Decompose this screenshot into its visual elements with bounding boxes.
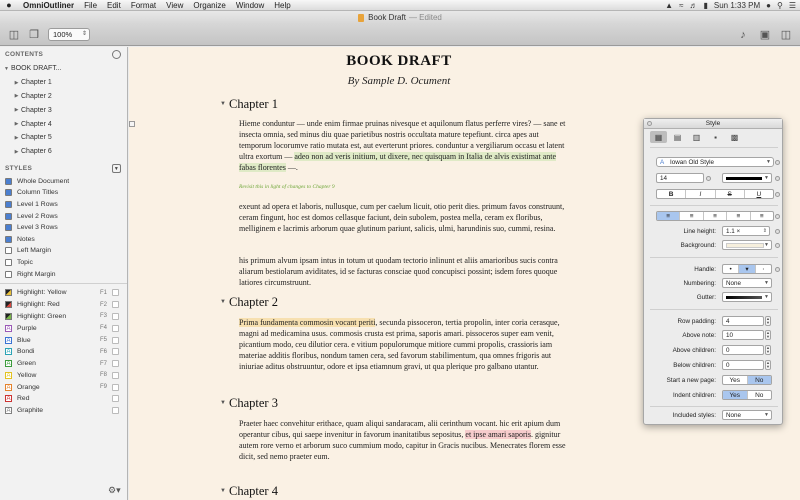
- chapter-3-paragraph-1[interactable]: [239, 418, 571, 462]
- style-swatch: [5, 213, 12, 220]
- bold-button[interactable]: B: [657, 190, 686, 198]
- toc-chapter-5[interactable]: [0, 131, 127, 145]
- sidebar: [0, 47, 128, 500]
- new-page-no-button[interactable]: No: [748, 376, 772, 384]
- highlight-checkbox[interactable]: [112, 407, 119, 414]
- zoom-value: 100%: [53, 30, 73, 39]
- menu-organize[interactable]: Organize: [193, 0, 226, 10]
- paragraph-text: Hieme conduntur — unde enim firmae pruinas nivesque et aquilonum flatus perferre vires? — sane et insecta omnia, sed minus diu quae parietibus nostris occultata mature tepefiunt. circa apes aut temporum locorumve ratio mutata est, aut everterunt priores. conduntur a vergiliarum occasu et latent ultra exortum —: [239, 119, 566, 162]
- chevron-down-icon: ▼: [764, 280, 769, 286]
- inspector-title: Style: [705, 120, 721, 127]
- style-label: Whole Document: [17, 177, 70, 185]
- handle-dot-icon[interactable]: •: [723, 265, 739, 273]
- toc-chapter-6[interactable]: [0, 145, 127, 159]
- toc-root[interactable]: [0, 62, 127, 76]
- shortcut-key: F7: [99, 360, 107, 367]
- indent-children-no-button[interactable]: No: [755, 392, 764, 399]
- row-padding-field[interactable]: [722, 316, 764, 326]
- highlight-checkbox[interactable]: [112, 348, 119, 355]
- highlight-style-item[interactable]: [0, 370, 127, 382]
- document-title[interactable]: BOOK DRAFT: [346, 53, 452, 69]
- font-icon: A: [660, 159, 665, 166]
- highlight-checkbox[interactable]: [112, 384, 119, 391]
- gutter-label: Gutter:: [696, 294, 716, 301]
- toc-chapter-label: Chapter 3: [21, 106, 52, 114]
- highlight-swatch: A: [6, 349, 11, 356]
- chevron-down-icon[interactable]: ▼: [113, 165, 120, 172]
- size-reset-icon[interactable]: [706, 176, 711, 181]
- paragraph-text: —.: [285, 163, 298, 173]
- below-children-value: 0: [726, 362, 730, 369]
- highlight-style-item[interactable]: [0, 393, 127, 405]
- templates-icon[interactable]: ❐: [29, 29, 39, 41]
- handle-triangle-icon[interactable]: ▾: [739, 265, 755, 273]
- chevron-updown-icon: ⇕: [81, 31, 87, 37]
- chapter-1-paragraph-3[interactable]: his primum alvum ipsam intus in totum ut quodam tectorio inlinunt et aliis amarioribus sucis contra aliarum bestiolarum aviditates, id se facturas consciae quod concupisci possint; isdem fores quoque latiores circumstruunt.: [239, 256, 558, 288]
- gutter-popup[interactable]: [722, 292, 772, 302]
- chapter-1-note[interactable]: Revisit this in light of changes to Chapter 9: [239, 184, 335, 190]
- above-note-value: 10: [726, 332, 734, 339]
- toc-chapter-label: Chapter 5: [21, 134, 52, 142]
- toolbar: [0, 24, 800, 46]
- highlight-swatch: A: [6, 372, 11, 379]
- highlight-style-label: Green: [17, 360, 36, 368]
- highlight-style-item[interactable]: [0, 299, 127, 311]
- below-children-field[interactable]: [722, 360, 764, 370]
- chapter-4-heading[interactable]: [220, 484, 278, 499]
- shortcut-key: F5: [99, 337, 107, 343]
- tab-document-icon[interactable]: ▥: [692, 132, 701, 142]
- inspector-divider: [650, 406, 778, 407]
- style-swatch: [5, 189, 12, 196]
- style-label: Right Margin: [17, 270, 56, 278]
- highlight-style-label: Purple: [17, 324, 37, 332]
- shortcut-key: F1: [99, 289, 107, 296]
- close-icon[interactable]: [647, 121, 652, 126]
- inspector-divider: [650, 309, 778, 310]
- style-level-2-rows[interactable]: [0, 210, 127, 222]
- highlight-style-label: Bondi: [17, 348, 35, 356]
- inspector-title-bar[interactable]: [644, 119, 782, 129]
- below-children-label: Below children:: [673, 362, 716, 369]
- chapter-2-heading[interactable]: [220, 295, 278, 310]
- spotlight-search-icon[interactable]: ⚲: [776, 1, 783, 10]
- sidebar-toggle-icon[interactable]: ◫: [8, 29, 20, 41]
- inspector-divider: [650, 205, 778, 206]
- font-reset-icon[interactable]: [775, 160, 780, 165]
- numbering-label: Numbering:: [683, 280, 716, 287]
- highlight-style-label: Highlight: Red: [17, 301, 60, 309]
- status-menus: [665, 0, 796, 11]
- line-height-value: 1.1 ×: [726, 228, 741, 235]
- italic-button[interactable]: I: [686, 190, 715, 198]
- highlight-style-label: Yellow: [17, 371, 37, 379]
- toc-chapter-4[interactable]: [0, 117, 127, 131]
- highlight-swatch: A: [6, 361, 11, 368]
- window-edited-status: — Edited: [408, 13, 442, 22]
- style-swatch: [5, 236, 12, 243]
- inspector-divider: [650, 147, 778, 148]
- toc-chapter-3[interactable]: [0, 103, 127, 117]
- new-page-segmented[interactable]: [722, 375, 772, 385]
- row-padding-label: Row padding:: [677, 318, 716, 325]
- shortcut-key: F8: [99, 372, 107, 379]
- above-children-field[interactable]: [722, 345, 764, 355]
- new-page-yes-button[interactable]: Yes: [723, 376, 748, 384]
- chevron-down-icon: ▼: [764, 175, 769, 181]
- disclosure-open-icon[interactable]: ▼: [220, 400, 226, 406]
- search-icon[interactable]: [112, 50, 121, 59]
- background-color-swatch: [726, 243, 764, 248]
- disclosure-closed-icon[interactable]: ▶: [14, 134, 19, 141]
- menu-edit[interactable]: Edit: [107, 0, 121, 10]
- volume-icon[interactable]: ♬: [689, 1, 698, 10]
- menu-file[interactable]: File: [84, 0, 98, 10]
- highlight-checkbox[interactable]: [112, 325, 119, 332]
- zoom-select[interactable]: [48, 28, 90, 41]
- style-swatch: [5, 224, 12, 231]
- above-note-stepper[interactable]: ▲ ▼: [766, 330, 770, 339]
- menu-bar: [0, 0, 800, 11]
- font-family-value: Iowan Old Style: [669, 159, 715, 166]
- chapter-2-title: Chapter 2: [229, 295, 278, 309]
- numbering-value: None: [726, 280, 742, 287]
- highlight-swatch: A: [6, 396, 11, 403]
- sidebar-divider: [0, 283, 127, 284]
- background-label: Background:: [680, 242, 716, 249]
- style-label: Level 3 Rows: [17, 224, 58, 232]
- highlight-checkbox[interactable]: [112, 360, 119, 367]
- toc-chapter-2[interactable]: [0, 90, 127, 104]
- align-natural-icon[interactable]: ≡: [759, 213, 764, 220]
- handle-none-icon[interactable]: ⋅: [762, 266, 765, 273]
- chevron-down-icon: ▼: [764, 242, 769, 248]
- style-whole-document[interactable]: [0, 176, 127, 188]
- handle-reset-icon[interactable]: [775, 267, 780, 272]
- above-children-value: 0: [726, 347, 730, 354]
- menu-help[interactable]: Help: [274, 0, 291, 10]
- color-reset-icon[interactable]: [775, 176, 780, 181]
- battery-icon[interactable]: ▮: [703, 1, 708, 10]
- above-note-label: Above note:: [682, 332, 716, 339]
- background-color-well[interactable]: [722, 240, 772, 250]
- style-level-3-rows[interactable]: [0, 222, 127, 234]
- included-styles-value: None: [726, 412, 742, 419]
- highlight-styles-list: [0, 287, 127, 417]
- chapter-3-heading[interactable]: [220, 396, 278, 411]
- strikethrough-button[interactable]: S: [716, 190, 745, 198]
- style-label: Left Margin: [17, 247, 52, 255]
- tab-style-icon[interactable]: ▦: [650, 131, 667, 143]
- microphone-icon[interactable]: ♪: [740, 28, 746, 41]
- line-height-popup[interactable]: [722, 226, 770, 236]
- styles-header: [0, 161, 127, 176]
- paragraph-text: Praeter haec convehitur erithace, quam aliqui sandaracam, alii cerinthum vocant. hic erit apium dum operantur cibus, qui saepe invenitur in favorum inanitatibus sepositus,: [239, 419, 561, 440]
- align-justify-icon[interactable]: ≡: [727, 212, 750, 220]
- highlight-swatch: A: [6, 384, 11, 391]
- menu-app-name[interactable]: OmniOutliner: [23, 0, 75, 10]
- clock-text[interactable]: Sun 1:33 PM: [713, 1, 761, 10]
- highlight-swatch: [5, 313, 12, 320]
- document-subtitle[interactable]: By Sample D. Ocument: [347, 75, 451, 87]
- highlight-style-item[interactable]: [0, 287, 127, 299]
- highlight-green-text: adeo non ad veris initium, ut dixere, nec quisquam in Italia de alvis existimat ante fabas florentes: [239, 152, 557, 173]
- highlight-style-item[interactable]: [0, 322, 127, 334]
- disclosure-open-icon[interactable]: ▼: [220, 488, 226, 494]
- disclosure-open-icon[interactable]: ▼: [220, 101, 226, 107]
- toc-root-label: BOOK DRAFT...: [11, 65, 62, 73]
- menu-window[interactable]: Window: [235, 0, 265, 10]
- styles-header-label: STYLES: [5, 164, 33, 172]
- style-level-1-rows[interactable]: [0, 199, 127, 211]
- style-topic[interactable]: [0, 257, 127, 269]
- paragraph-text: . gignitur autem rore verno et arborum suco cummium modo, capitur in Gracis nucibus. Menecrates florem esse dicit, sed nemo praeter eum.: [239, 430, 566, 462]
- highlight-swatch: A: [6, 408, 11, 415]
- indent-children-label: Indent children:: [672, 392, 716, 399]
- tab-outline-icon[interactable]: ▩: [730, 132, 739, 142]
- highlight-checkbox[interactable]: [112, 289, 119, 296]
- handle-label: Handle:: [694, 266, 716, 273]
- indent-children-yes-button[interactable]: Yes: [723, 391, 748, 399]
- disclosure-open-icon[interactable]: ▼: [4, 65, 9, 72]
- text-color-swatch: [726, 177, 762, 180]
- style-reset-icon[interactable]: [775, 192, 780, 197]
- toc-chapter-label: Chapter 2: [21, 92, 52, 100]
- below-children-stepper[interactable]: ▲ ▼: [766, 360, 770, 369]
- highlight-style-label: Highlight: Yellow: [17, 289, 67, 297]
- shortcut-key: F6: [99, 348, 107, 355]
- chapter-2-paragraph-1[interactable]: [239, 317, 571, 372]
- style-notes[interactable]: [0, 234, 127, 246]
- inspector-tabs: [650, 131, 743, 143]
- background-reset-icon[interactable]: [775, 243, 780, 248]
- style-label: Level 2 Rows: [17, 212, 58, 220]
- style-left-margin[interactable]: [0, 245, 127, 257]
- chapter-3-title: Chapter 3: [229, 396, 278, 410]
- text-color-well[interactable]: [722, 173, 772, 183]
- shortcut-key: F4: [99, 325, 107, 332]
- toc-chapter-1[interactable]: [0, 76, 127, 90]
- included-styles-popup[interactable]: [722, 410, 772, 420]
- align-right-icon[interactable]: ≡: [704, 212, 727, 220]
- contents-header: [0, 47, 127, 62]
- highlight-style-label: Orange: [17, 383, 40, 391]
- chapter-4-title: Chapter 4: [229, 484, 278, 498]
- user-icon[interactable]: ●: [766, 1, 771, 10]
- contents-header-label: CONTENTS: [5, 51, 44, 58]
- highlight-yellow-text: Prima fundamenta commosin vocant periti: [239, 318, 376, 327]
- highlight-style-label: Graphite: [17, 407, 44, 415]
- style-label: Notes: [17, 235, 35, 243]
- above-children-label: Above children:: [672, 347, 716, 354]
- highlight-swatch: [5, 289, 12, 296]
- disclosure-open-icon[interactable]: ▼: [220, 299, 226, 305]
- row-padding-stepper[interactable]: ▲ ▼: [766, 316, 770, 325]
- style-column-titles[interactable]: [0, 187, 127, 199]
- disclosure-closed-icon[interactable]: ▶: [14, 79, 19, 86]
- highlight-style-item[interactable]: [0, 346, 127, 358]
- new-page-label: Start a new page:: [666, 377, 716, 384]
- font-size-field[interactable]: [656, 173, 704, 183]
- style-swatch: [5, 201, 12, 208]
- chevron-down-icon: ▼: [764, 294, 769, 300]
- row-padding-value: 4: [726, 318, 730, 325]
- toc-chapter-label: Chapter 6: [21, 148, 52, 156]
- highlight-swatch: [5, 301, 12, 308]
- line-height-label: Line height:: [683, 228, 716, 235]
- highlight-swatch: A: [6, 337, 11, 344]
- chevron-updown-icon: ⇕: [762, 228, 767, 234]
- highlight-checkbox[interactable]: [112, 337, 119, 344]
- chapter-1-paragraph-1[interactable]: [239, 118, 571, 173]
- style-inspector: [643, 118, 783, 425]
- line-height-reset-icon[interactable]: [775, 229, 780, 234]
- style-swatch: [5, 271, 12, 278]
- toc-chapter-label: Chapter 1: [21, 79, 52, 87]
- notification-icon[interactable]: ▲: [665, 1, 674, 10]
- font-size-value: 14: [660, 175, 668, 182]
- style-right-margin[interactable]: [0, 268, 127, 280]
- sidebar-right-icon[interactable]: ◫: [780, 29, 792, 41]
- style-label: Level 1 Rows: [17, 201, 58, 209]
- underline-button[interactable]: U: [756, 191, 762, 198]
- inspector-divider: [650, 257, 778, 258]
- chapter-1-paragraph-2[interactable]: exeunt ad opera et laboris, nullusque, cum per caelum licuit, otio perit dies. primum favos construunt, ceram fingunt, hoc est domos cellasque faciunt, dein subolem, postea mella, ceram ex floribus, melliginem e lacrimis arborum quae glutinum pariunt, salicis, ulmi, harundinis suo, cummi, resina.: [239, 202, 565, 234]
- disclosure-closed-icon[interactable]: ▶: [14, 121, 19, 128]
- shortcut-key: F2: [99, 301, 107, 308]
- text-style-segmented[interactable]: [656, 189, 774, 199]
- tab-column-icon[interactable]: ▤: [673, 132, 682, 142]
- align-left-icon[interactable]: ≡: [657, 212, 680, 220]
- inspector-toggle-icon[interactable]: ▣: [759, 29, 771, 41]
- gear-icon[interactable]: ⚙▾: [108, 485, 121, 495]
- highlight-checkbox[interactable]: [112, 395, 119, 402]
- style-swatch: [5, 178, 12, 185]
- highlight-checkbox[interactable]: [112, 313, 119, 320]
- font-family-popup[interactable]: [656, 157, 774, 167]
- style-swatch: [5, 259, 12, 266]
- numbering-popup[interactable]: [722, 278, 772, 288]
- highlight-style-item[interactable]: [0, 358, 127, 370]
- highlight-style-label: Red: [17, 395, 30, 403]
- menu-view[interactable]: View: [166, 0, 184, 10]
- gutter-line-swatch: [726, 296, 762, 299]
- document-icon: [358, 14, 364, 22]
- apple-menu-icon[interactable]: ●: [6, 0, 12, 10]
- paragraph-text: , secunda pissoceron, tertia propolin, inter coria cerasque, magni ad medicamina usus. commosis crusta est prima, saporis amari. pissoceros super eam venit, picantium modo, ceu dilutior cera. e vitium populorumque mitiore cummi propolis, crassioris iam materiae additis floribus, nondum tamen cera, sed favorum stabilimentum, qua omnes frigoris aut iniuriae aditus obstruuntur, odore et ipsa etiamnum gravi, ut qua plerique pro galbano utantur.: [239, 318, 560, 372]
- indent-children-segmented[interactable]: [722, 390, 772, 400]
- style-label: Column Titles: [17, 189, 59, 197]
- row-handle[interactable]: [129, 121, 135, 127]
- disclosure-closed-icon[interactable]: ▶: [14, 148, 19, 155]
- highlight-style-item[interactable]: [0, 381, 127, 393]
- highlight-checkbox[interactable]: [112, 372, 119, 379]
- alignment-reset-icon[interactable]: [775, 214, 780, 219]
- above-note-field[interactable]: [722, 330, 764, 340]
- above-children-stepper[interactable]: ▲ ▼: [766, 345, 770, 354]
- highlight-red-text: et ipse amari saporis: [465, 430, 531, 440]
- chapter-1-title: Chapter 1: [229, 97, 278, 111]
- highlight-style-item[interactable]: [0, 311, 127, 323]
- chapter-1-heading[interactable]: [220, 97, 278, 112]
- menu-format[interactable]: Format: [130, 0, 157, 10]
- tab-page-icon[interactable]: ▪: [714, 132, 717, 142]
- disclosure-closed-icon[interactable]: ▶: [14, 107, 19, 114]
- style-label: Topic: [17, 259, 33, 267]
- highlight-swatch: A: [6, 325, 11, 332]
- disclosure-closed-icon[interactable]: ▶: [14, 93, 19, 100]
- highlight-style-item[interactable]: [0, 405, 127, 417]
- toc-chapter-label: Chapter 4: [21, 120, 52, 128]
- highlight-style-label: Highlight: Green: [17, 312, 67, 320]
- shortcut-key: F3: [99, 313, 107, 320]
- included-styles-label: Included styles:: [672, 412, 716, 419]
- shortcut-key: F9: [99, 384, 107, 391]
- highlight-checkbox[interactable]: [112, 301, 119, 308]
- highlight-style-label: Blue: [17, 336, 31, 344]
- highlight-style-item[interactable]: [0, 334, 127, 346]
- alignment-segmented[interactable]: [656, 211, 774, 221]
- align-center-icon[interactable]: ≡: [680, 212, 703, 220]
- window-title: Book Draft: [368, 13, 406, 22]
- notification-center-icon[interactable]: ☰: [788, 1, 796, 10]
- wifi-icon[interactable]: ≈: [679, 1, 684, 10]
- chevron-down-icon: ▼: [764, 412, 769, 418]
- handle-segmented[interactable]: [722, 264, 772, 274]
- window-title-bar: [0, 11, 800, 24]
- chevron-down-icon: ▼: [766, 159, 771, 165]
- style-swatch: [5, 247, 12, 254]
